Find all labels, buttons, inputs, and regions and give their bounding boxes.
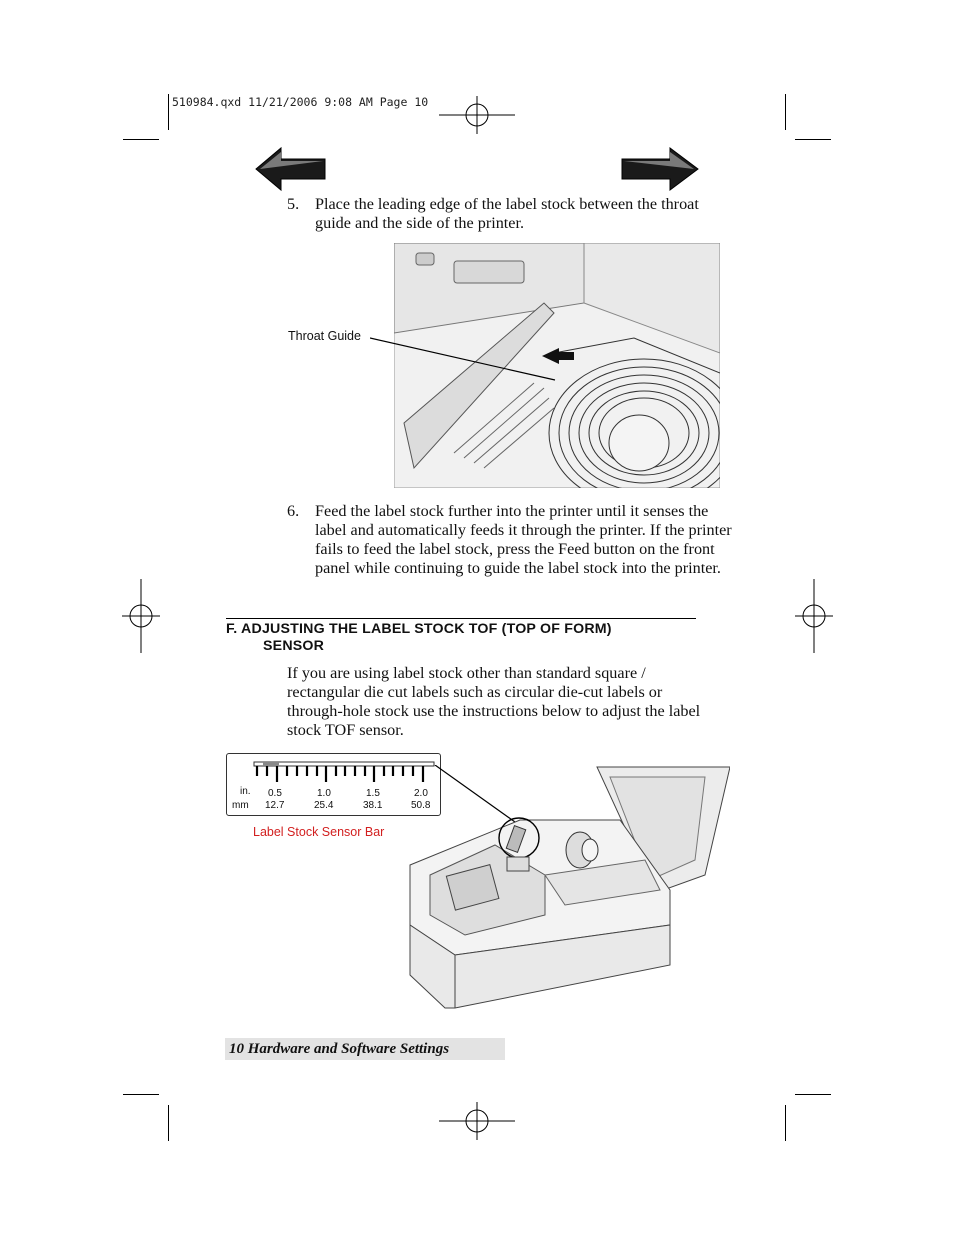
- ruler-in-value: 0.5: [268, 788, 282, 799]
- page-footer: 10 Hardware and Software Settings: [225, 1038, 505, 1060]
- sensor-bar-callout: Label Stock Sensor Bar: [253, 825, 385, 839]
- step-text: Feed the label stock further into the printer until it senses the label and automatically feeds it through the printer. If the printer fails to feed the label stock, press the Feed button on the front panel while continuing to guide the label stock into the printer.: [315, 502, 732, 577]
- ruler-mm-value: 25.4: [314, 800, 334, 811]
- callout-line: [370, 335, 560, 385]
- right-arrow-icon[interactable]: [620, 146, 700, 192]
- left-arrow-icon[interactable]: [254, 146, 328, 192]
- body-paragraph: If you are using label stock other than standard square / rectangular die cut labels such as circular die-cut labels or through-hole stock use the instructions below to adjust the label stock TOF sensor.: [287, 664, 701, 739]
- step-text: Place the leading edge of the label stock between the throat guide and the side of the printer.: [315, 195, 699, 232]
- ruler-in-label: in.: [240, 786, 251, 797]
- printer-open-illustration: [405, 765, 730, 1010]
- section-heading-line2: SENSOR: [263, 638, 325, 654]
- section-heading: [226, 618, 696, 655]
- print-slug: 510984.qxd 11/21/2006 9:08 AM Page 10: [172, 95, 429, 109]
- step-number: 6.: [287, 502, 300, 520]
- ruler-in-value: 1.5: [366, 788, 380, 799]
- step-number: 5.: [287, 195, 300, 213]
- ruler-mm-value: 38.1: [363, 800, 383, 811]
- ruler-in-value: 2.0: [414, 788, 428, 799]
- section-heading-line1: F. ADJUSTING THE LABEL STOCK TOF (TOP OF FORM): [226, 621, 612, 637]
- ruler-mm-value: 50.8: [411, 800, 431, 811]
- ruler-mm-label: mm: [232, 800, 249, 811]
- ruler-in-value: 1.0: [317, 788, 331, 799]
- ruler-mm-value: 12.7: [265, 800, 285, 811]
- throat-guide-callout: Throat Guide: [288, 329, 361, 343]
